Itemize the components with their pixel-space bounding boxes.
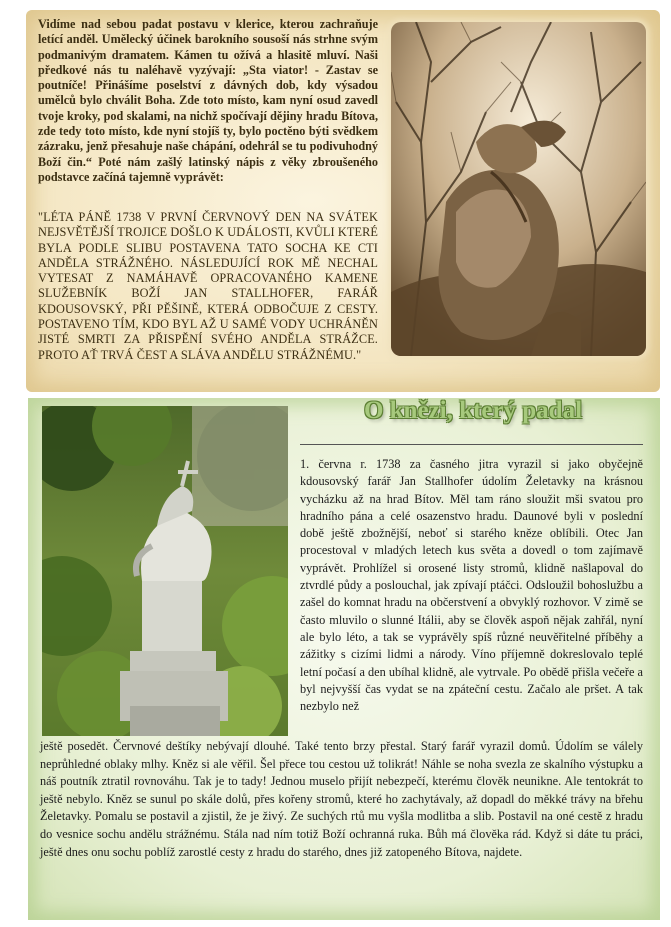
- intro-paragraph: Vidíme nad sebou padat postavu v klerice, kterou zachraňuje letící anděl. Umělecký účinek barokního sousoší nás strhne svým podmanivým dramatem. Kámen tu ožívá a hlasitě mluví. Naši předkové nás tu naléhavě vyzývají: „Sta viator! - Zastav se poutníče! Přinášíme poselství z dávných dob, kdy výsadou umělců bylo chválit Boha. Zde toto místo, kam nyní osud zavedl tvoje kroky, pod skalami, na nichž spočívají dějiny hradu Bítova, zde tedy toto místo, kde nyní stojíš ty, bylo poctěno býti svědkem zázraku, jenž přesahuje naše chápání, odehrál se tu podivuhodný Boží čin.“ Poté nám zašlý latinský nápis z věky zbroušeného podstavce začíná tajemně vyprávět:: [38, 17, 378, 184]
- statue-photo-sepia: [391, 22, 646, 356]
- statue-photo-color: [42, 406, 288, 736]
- latin-inscription-translation: "LÉTA PÁNĚ 1738 V PRVNÍ ČERVNOVÝ DEN NA SVÁTEK NEJSVĚTĚJŠÍ TROJICE DOŠLO K UDÁLOSTI, KVŮLI KTERÉ BYLA PODLE SLIBU POSTAVENA TATO SOCHA KE CTI ANDĚLA STRÁŽNÉHO. NÁSLEDUJÍCÍ ROK MĚ NECHAL VYTESAT Z NAMÁHAVĚ OPRACOVANÉHO KAMENE SLUŽEBNÍK BOŽÍ JAN STALLHOFER, FARÁŘ KDOUSOVSKÝ, PŘI PĚŠINĚ, KTERÁ ODBOČUJE Z CESTY. POSTAVENO TÍM, KDO BYL AŽ U SAMÉ VODY UCHRÁNĚN JISTÉ SMRTI ZA PŘISPĚNÍ SVÉHO ANDĚLA STRÁŽCE. PROTO AŤ TRVÁ ČEST A SLÁVA ANDĚLU STRÁŽNÉMU.": [38, 210, 378, 362]
- article-paragraph-full-width: ještě posedět. Červnové deštíky nebývají dlouhé. Také tento brzy přestal. Starý farář vyrazil domů. Údolím se válely neprůhledné oblaky mlhy. Kněz si ale věřil. Šel přece tou cestou už tolikrát! Náhle se noha svezla ze skalního výstupku a náš poutník ztratil rovnováhu. Tak je to tady! Jednou muselo přijít nebezpečí, kterému člověk neunikne. Ale tentokrát to ještě nebylo. Kněz se sunul po skále dolů, přes kořeny stromů, které ho zachytávaly, až dopadl do měkké trávy na břehu Želetavky. Pomalu se postavil a zjistil, že je živý. Ze suchých rtů mu vyšla modlitba a slib. Postavil na oné cestě z hradu do vesnice sochu andělu strážnému. Stála nad ním totiž Boží ochranná ruka. Bůh má člověka rád. Když si dáte tu práci, ještě dnes onu sochu poblíž zarostlé cesty z hradu do starého, dnes již zatopeného Bítova, najdete.: [40, 739, 643, 859]
- article-paragraph-beside-photo: 1. června r. 1738 za časného jitra vyrazil si jako obyčejně kdousovský farář Jan Stallhofer údolím Želetavky na krásnou vycházku až na hrad Bítov. Měl tam ráno sloužit mši svatou pro hradního pána a celé osazenstvo hradu. Daunové byli v poslední době ještě zbožnější, neboť si starého kněze oblíbili. Otec Jan procestoval v mladých letech kus světa a dovedl o tom zajímavě vyprávět. Prohlížel si orosené listy stromů, klidně našlapoval do ztvrdlé půdy a poslouchal, jak zpívají ptáčci. Odsloužil bohoslužbu a zašel do komnat hradu na občerstvení a obvyklý rozhovor. V zimě se často mluvilo o slunné Itálii, aby se člověk aspoň nějak zahřál, nyní ale bylo léto, a tak se vyprávěly spíš různé neuvěřitelné příběhy a zážitky s cizími lidmi a národy. Víno příjemně dokreslovalo teplé letní počasí a den ubíhal klidně, ale vytrvale. Po obědě přišla večeře a byl nejvyšší čas vydat se na zpáteční cestu. Začalo ale pršet. A tak nezbylo než: [300, 457, 643, 714]
- article-title: O knězi, který padal: [363, 397, 583, 424]
- title-divider: [300, 444, 643, 445]
